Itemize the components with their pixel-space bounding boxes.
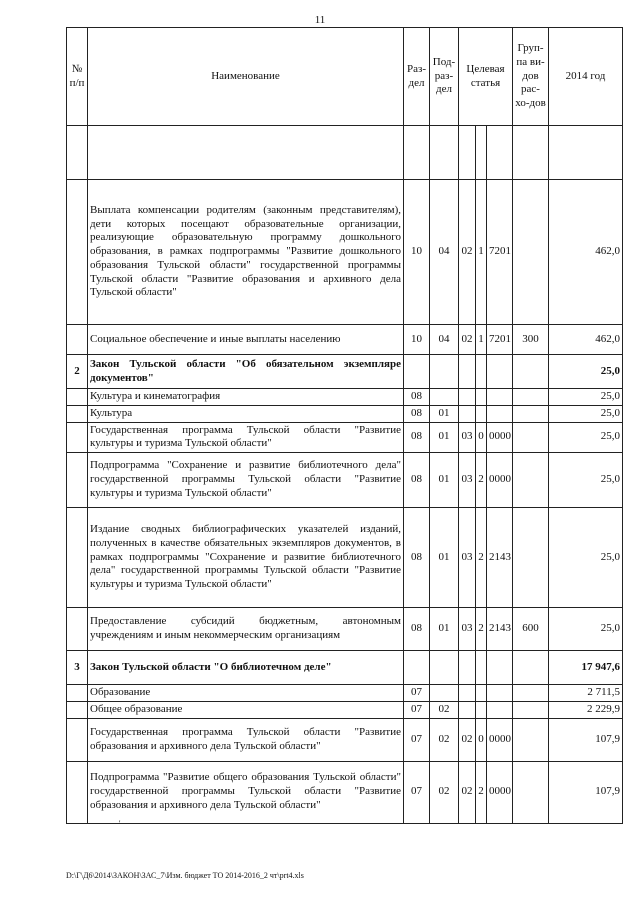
stray-mark: ' <box>119 819 121 828</box>
row-number <box>67 325 88 355</box>
expense-group-code <box>513 389 549 406</box>
header-year: 2014 год <box>549 28 623 126</box>
amount-2014 <box>549 126 623 180</box>
row-number <box>67 685 88 702</box>
amount-2014: 25,0 <box>549 608 623 651</box>
expense-group-code <box>513 453 549 508</box>
target-code-direction <box>487 405 513 422</box>
header-razdel: Раз-дел <box>404 28 430 126</box>
amount-2014: 107,9 <box>549 761 623 823</box>
header-name: Наименование <box>88 28 404 126</box>
row-name <box>88 126 404 180</box>
podrazdel-code: 01 <box>430 453 459 508</box>
target-code-direction <box>487 701 513 718</box>
amount-2014: 17 947,6 <box>549 651 623 685</box>
expense-group-code <box>513 761 549 823</box>
target-code-direction: 0000 <box>487 718 513 761</box>
amount-2014: 25,0 <box>549 508 623 608</box>
razdel-code <box>404 355 430 389</box>
row-number: 3 <box>67 651 88 685</box>
expense-group-code <box>513 422 549 453</box>
expense-group-code <box>513 180 549 325</box>
expense-group-code <box>513 685 549 702</box>
amount-2014: 462,0 <box>549 325 623 355</box>
target-code-program <box>459 355 476 389</box>
razdel-code: 08 <box>404 453 430 508</box>
table-row <box>67 389 623 406</box>
row-name: Выплата компенсации родителям (законным представителям), дети которых посещают образовательные организации, реализующие образовательную программу дошкольного образования, в рамках подпрограммы "Развитие дошкольного образования Тульской области" государственной программы Тульской области "Развитие образования и архивного дела Тульской области" <box>88 180 404 325</box>
amount-2014: 25,0 <box>549 389 623 406</box>
table-row <box>67 651 623 685</box>
target-code-subprogram <box>476 651 487 685</box>
target-code-program: 03 <box>459 508 476 608</box>
target-code-subprogram: 2 <box>476 453 487 508</box>
podrazdel-code: 02 <box>430 701 459 718</box>
table-row <box>67 718 623 761</box>
target-code-subprogram: 0 <box>476 718 487 761</box>
amount-2014: 462,0 <box>549 180 623 325</box>
razdel-code <box>404 651 430 685</box>
amount-2014: 25,0 <box>549 422 623 453</box>
table-row <box>67 355 623 389</box>
target-code-direction: 2143 <box>487 508 513 608</box>
target-code-program <box>459 126 476 180</box>
target-code-direction: 7201 <box>487 325 513 355</box>
row-number <box>67 405 88 422</box>
podrazdel-code: 04 <box>430 325 459 355</box>
podrazdel-code <box>430 389 459 406</box>
target-code-program: 02 <box>459 180 476 325</box>
row-number <box>67 422 88 453</box>
page-number: 11 <box>314 14 326 26</box>
target-code-program <box>459 389 476 406</box>
table-row <box>67 422 623 453</box>
table-row <box>67 685 623 702</box>
target-code-program <box>459 651 476 685</box>
target-code-subprogram: 2 <box>476 508 487 608</box>
razdel-code: 10 <box>404 180 430 325</box>
row-name: Культура <box>88 405 404 422</box>
razdel-code: 08 <box>404 508 430 608</box>
target-code-program: 02 <box>459 325 476 355</box>
row-number <box>67 718 88 761</box>
header-group: Груп-па ви-дов рас-хо-дов <box>513 28 549 126</box>
razdel-code: 07 <box>404 685 430 702</box>
amount-2014: 2 229,9 <box>549 701 623 718</box>
row-name: Подпрограмма "Сохранение и развитие библиотечного дела" государственной программы Тульской области "Развитие культуры и туризма Тульской области" <box>88 453 404 508</box>
podrazdel-code: 01 <box>430 608 459 651</box>
target-code-direction <box>487 126 513 180</box>
target-code-direction <box>487 685 513 702</box>
podrazdel-code: 02 <box>430 761 459 823</box>
target-code-program <box>459 701 476 718</box>
row-number <box>67 608 88 651</box>
expense-group-code: 300 <box>513 325 549 355</box>
expense-group-code <box>513 405 549 422</box>
target-code-program: 02 <box>459 761 476 823</box>
expense-group-code: 600 <box>513 608 549 651</box>
expense-group-code <box>513 355 549 389</box>
razdel-code: 10 <box>404 325 430 355</box>
podrazdel-code <box>430 126 459 180</box>
amount-2014: 25,0 <box>549 355 623 389</box>
target-code-program: 03 <box>459 422 476 453</box>
razdel-code: 08 <box>404 389 430 406</box>
amount-2014: 2 711,5 <box>549 685 623 702</box>
row-name: Социальное обеспечение и иные выплаты населению <box>88 325 404 355</box>
podrazdel-code <box>430 355 459 389</box>
row-number <box>67 126 88 180</box>
header-target: Целевая статья <box>459 28 513 126</box>
target-code-direction: 0000 <box>487 453 513 508</box>
target-code-direction: 7201 <box>487 180 513 325</box>
expense-group-code <box>513 126 549 180</box>
razdel-code <box>404 126 430 180</box>
target-code-subprogram: 2 <box>476 761 487 823</box>
file-path-footer: D:\Г\Д6\2014\ЗАКОН\ЗАС_7\Изм. бюджет ТО 2014-2016_2 чт\prt4.xls <box>66 871 304 880</box>
podrazdel-code: 01 <box>430 422 459 453</box>
table-row <box>67 126 623 180</box>
table-row <box>67 180 623 325</box>
target-code-direction <box>487 651 513 685</box>
target-code-subprogram: 2 <box>476 608 487 651</box>
podrazdel-code: 01 <box>430 508 459 608</box>
razdel-code: 07 <box>404 761 430 823</box>
target-code-direction <box>487 389 513 406</box>
razdel-code: 08 <box>404 422 430 453</box>
table-row <box>67 608 623 651</box>
row-number <box>67 453 88 508</box>
table-row <box>67 453 623 508</box>
row-number <box>67 761 88 823</box>
header-podrazdel: Под-раз-дел <box>430 28 459 126</box>
target-code-direction: 0000 <box>487 761 513 823</box>
row-name: Закон Тульской области "О библиотечном деле" <box>88 651 404 685</box>
table-row <box>67 761 623 823</box>
podrazdel-code <box>430 651 459 685</box>
target-code-subprogram: 1 <box>476 180 487 325</box>
expense-group-code <box>513 718 549 761</box>
target-code-subprogram <box>476 405 487 422</box>
expense-group-code <box>513 651 549 685</box>
table-row <box>67 508 623 608</box>
table-row <box>67 701 623 718</box>
expense-group-code <box>513 701 549 718</box>
target-code-subprogram <box>476 126 487 180</box>
row-number <box>67 701 88 718</box>
podrazdel-code: 01 <box>430 405 459 422</box>
row-number <box>67 180 88 325</box>
target-code-program <box>459 685 476 702</box>
target-code-subprogram <box>476 685 487 702</box>
amount-2014: 25,0 <box>549 453 623 508</box>
row-number <box>67 508 88 608</box>
row-name: Государственная программа Тульской области "Развитие культуры и туризма Тульской области" <box>88 422 404 453</box>
expense-group-code <box>513 508 549 608</box>
row-name: Издание сводных библиографических указателей изданий, полученных в качестве обязательных экземпляров документов, в рамках подпрограммы "Сохранение и развитие библиотечного дела" государственной программы Тульской области "Развитие культуры и туризма Тульской области" <box>88 508 404 608</box>
razdel-code: 07 <box>404 718 430 761</box>
row-name: Закон Тульской области "Об обязательном экземпляре документов" <box>88 355 404 389</box>
amount-2014: 25,0 <box>549 405 623 422</box>
target-code-subprogram: 1 <box>476 325 487 355</box>
target-code-direction: 2143 <box>487 608 513 651</box>
target-code-subprogram <box>476 355 487 389</box>
row-number <box>67 389 88 406</box>
row-name: Предоставление субсидий бюджетным, автономным учреждениям и иным некоммерческим организациям <box>88 608 404 651</box>
row-name: Общее образование <box>88 701 404 718</box>
row-name: Образование <box>88 685 404 702</box>
amount-2014: 107,9 <box>549 718 623 761</box>
target-code-subprogram: 0 <box>476 422 487 453</box>
target-code-direction <box>487 355 513 389</box>
target-code-subprogram <box>476 701 487 718</box>
target-code-program: 02 <box>459 718 476 761</box>
podrazdel-code: 02 <box>430 718 459 761</box>
target-code-direction: 0000 <box>487 422 513 453</box>
table-row <box>67 325 623 355</box>
target-code-subprogram <box>476 389 487 406</box>
podrazdel-code: 04 <box>430 180 459 325</box>
header-num: № п/п <box>67 28 88 126</box>
budget-table <box>66 27 623 824</box>
target-code-program: 03 <box>459 453 476 508</box>
row-name: Культура и кинематография <box>88 389 404 406</box>
row-name: Государственная программа Тульской области "Развитие образования и архивного дела Тульской области" <box>88 718 404 761</box>
row-name: Подпрограмма "Развитие общего образования Тульской области" государственной программы Тульской области "Развитие образования и архивного дела Тульской области" <box>88 761 404 823</box>
table-row <box>67 405 623 422</box>
razdel-code: 07 <box>404 701 430 718</box>
table-header-row <box>67 28 623 126</box>
razdel-code: 08 <box>404 608 430 651</box>
target-code-program: 03 <box>459 608 476 651</box>
podrazdel-code <box>430 685 459 702</box>
target-code-program <box>459 405 476 422</box>
razdel-code: 08 <box>404 405 430 422</box>
row-number: 2 <box>67 355 88 389</box>
